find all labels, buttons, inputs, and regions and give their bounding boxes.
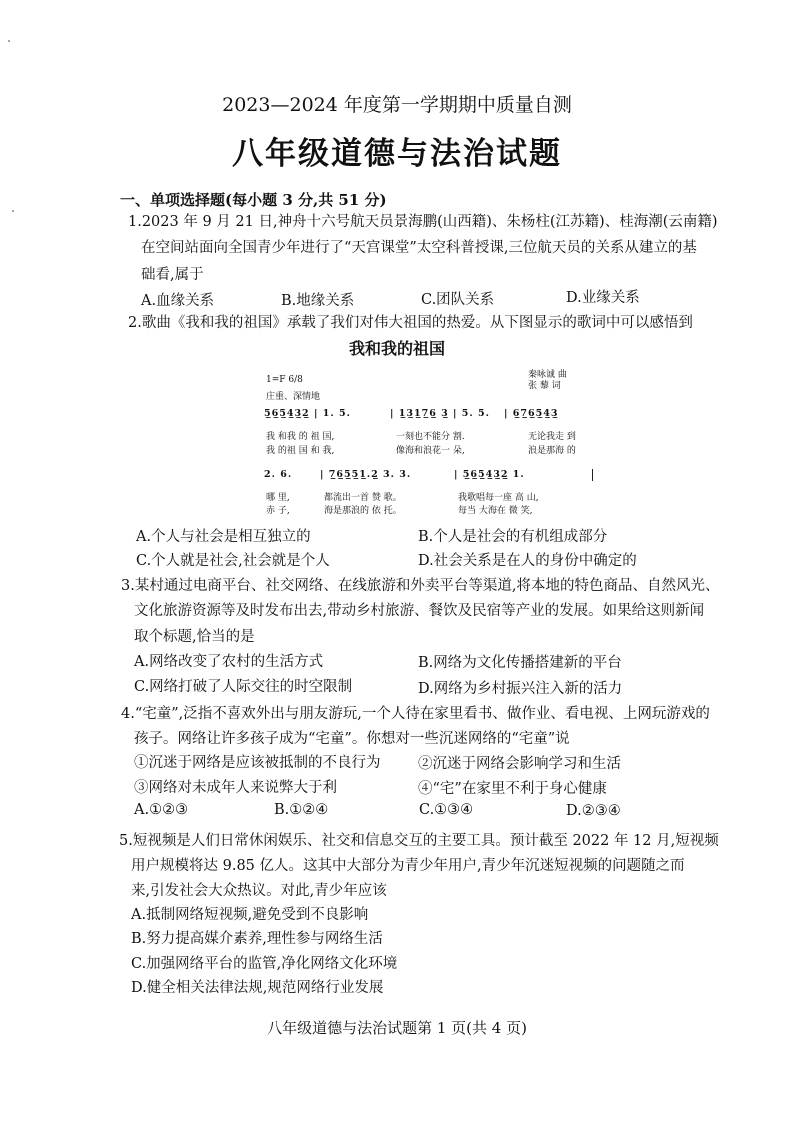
score-row1-lyrics-b-1: 我 的祖 国 和 我,	[266, 446, 335, 456]
score-row1-lyrics-b-2: 像海和浪花一 朵,	[396, 446, 465, 456]
q5-option-a[interactable]: A.抵制网络短视频,避免受到不良影响	[131, 907, 369, 923]
q1-stem-line-1: 1.2023 年 9 月 21 日,神舟十六号航天员景海鹏(山西籍)、朱杨柱(江苏籍)、桂海潮(云南籍)	[128, 214, 718, 230]
q4-statement-3: ③网络对未成年人来说弊大于利	[134, 780, 337, 796]
q2-stem: 2.歌曲《我和我的祖国》承载了我们对伟大祖国的热爱。从下图显示的歌词中可以感悟到	[128, 315, 693, 331]
q3-stem-line-3: 取个标题,恰当的是	[134, 629, 255, 645]
q1-stem-line-2: 在空间站面向全国青少年进行了“天宫课堂”太空科普授课,三位航天员的关系从建立的基	[141, 240, 697, 256]
q4-option-b[interactable]: B.①②④	[274, 802, 329, 818]
q5-option-c[interactable]: C.加强网络平台的监管,净化网络文化环境	[131, 956, 398, 972]
score-row1-lyrics-b-3: 浪是那海 的	[528, 446, 576, 456]
q3-option-b[interactable]: B.网络为文化传播搭建新的平台	[418, 655, 622, 671]
score-row2-notes-2: | 7̲6̲5̲5̲1̲.2̲ 3. 3.	[320, 469, 412, 480]
q3-option-a[interactable]: A.网络改变了农村的生活方式	[134, 654, 324, 670]
exam-subtitle: 2023—2024 年度第一学期期中质量自测	[222, 94, 572, 116]
q2-option-a[interactable]: A.个人与社会是相互独立的	[136, 529, 311, 545]
q5-option-d[interactable]: D.健全相关法律法规,规范网络行业发展	[131, 980, 384, 996]
score-key: 1=F 6/8	[266, 375, 303, 385]
q4-stem-line-2: 孩子。网络让许多孩子成为“宅童”。你想对一些沉迷网络的“宅童”说	[134, 731, 570, 747]
q1-option-d[interactable]: D.业缘关系	[566, 290, 640, 306]
q2-option-b[interactable]: B.个人是社会的有机组成部分	[418, 529, 608, 545]
q3-option-d[interactable]: D.网络为乡村振兴注入新的活力	[418, 681, 623, 697]
q5-stem-line-2: 用户规模将达 9.85 亿人。这其中大部分为青少年用户,青少年沉迷短视频的问题随之而	[131, 858, 685, 874]
song-score	[258, 365, 598, 515]
score-row1-notes-3: | 6̲7̲6̲5̲4̲3̲	[504, 408, 559, 419]
q3-stem-line-1: 3.某村通过电商平台、社交网络、在线旅游和外卖平台等渠道,将本地的特色商品、自然风光、	[121, 578, 720, 594]
q1-stem-line-3: 础看,属于	[141, 267, 204, 283]
score-row1-notes-2: | 1̲3̲1̲7̲6̲ 3̲ | 5. 5.	[390, 408, 490, 419]
q2-option-d[interactable]: D.社会关系是在人的身份中确定的	[418, 553, 637, 569]
q4-statement-2: ②沉迷于网络会影响学习和生活	[418, 756, 621, 772]
score-row1-lyrics-a-2: 一刻也不能分 割.	[396, 432, 465, 442]
score-composer: 秦咏诚 曲	[528, 370, 567, 380]
q2-option-c[interactable]: C.个人就是社会,社会就是个人	[136, 553, 330, 569]
score-row2-lyrics-b-2: 海是那浪的 依 托。	[324, 506, 402, 516]
score-row1-lyrics-a-3: 无论我走 到	[528, 432, 576, 442]
score-row2-notes-3: | 5̲6̲5̲4̲3̲2̲ 1.	[454, 469, 525, 480]
score-tempo: 庄重、深情地	[266, 392, 321, 402]
q4-option-c[interactable]: C.①③④	[419, 802, 474, 818]
q1-option-b[interactable]: B.地缘关系	[281, 293, 355, 309]
score-row2-lyrics-b-3: 每当 大海在 微 笑,	[458, 506, 533, 516]
score-row2-lyrics-a-1: 哪 里,	[266, 493, 290, 503]
score-row2-lyrics-b-1: 赤 子,	[266, 506, 290, 516]
q4-option-d[interactable]: D.②③④	[566, 803, 621, 819]
q1-option-c[interactable]: C.团队关系	[421, 292, 495, 308]
score-row2-lyrics-a-2: 都流出一首 赞 歌。	[324, 493, 402, 503]
q4-option-a[interactable]: A.①②③	[134, 802, 189, 818]
score-row1-notes-1: 5̲6̲5̲4̲3̲2̲ | 1. 5.	[264, 408, 351, 419]
score-row2-lyrics-a-3: 我歌唱每一座 高 山,	[458, 493, 539, 503]
scan-speck	[8, 40, 10, 42]
q1-option-a[interactable]: A.血缘关系	[141, 293, 215, 309]
scan-speck	[12, 210, 14, 212]
score-row1-lyrics-a-1: 我 和我 的 祖 国,	[266, 432, 335, 442]
score-lyricist: 张 藜 词	[528, 381, 561, 391]
q3-option-c[interactable]: C.网络打破了人际交往的时空限制	[134, 679, 353, 695]
section-heading: 一、单项选择题(每小题 3 分,共 51 分)	[120, 191, 387, 209]
q5-option-b[interactable]: B.努力提高媒介素养,理性参与网络生活	[131, 931, 383, 947]
q5-stem-line-1: 5.短视频是人们日常休闲娱乐、社交和信息交互的主要工具。预计截至 2022 年 12 月,短视频	[119, 833, 719, 849]
q3-stem-line-2: 文化旅游资源等及时发布出去,带动乡村旅游、餐饮及民宿等产业的发展。如果给这则新闻	[134, 603, 705, 619]
song-title: 我和我的祖国	[348, 339, 445, 358]
page-footer: 八年级道德与法治试题第 1 页(共 4 页)	[267, 1019, 527, 1037]
q5-stem-line-3: 来,引发社会大众热议。对此,青少年应该	[131, 883, 387, 899]
score-row2-notes-1: 2. 6.	[264, 469, 293, 480]
score-end-barline	[592, 469, 593, 481]
q4-statement-1: ①沉迷于网络是应该被抵制的不良行为	[134, 755, 381, 771]
q4-statement-4: ④“宅”在家里不利于身心健康	[418, 781, 607, 797]
exam-title: 八年级道德与法治试题	[232, 136, 562, 172]
q4-stem-line-1: 4.“宅童”,泛指不喜欢外出与朋友游玩,一个人待在家里看书、做作业、看电视、上网玩游戏的	[121, 706, 710, 722]
